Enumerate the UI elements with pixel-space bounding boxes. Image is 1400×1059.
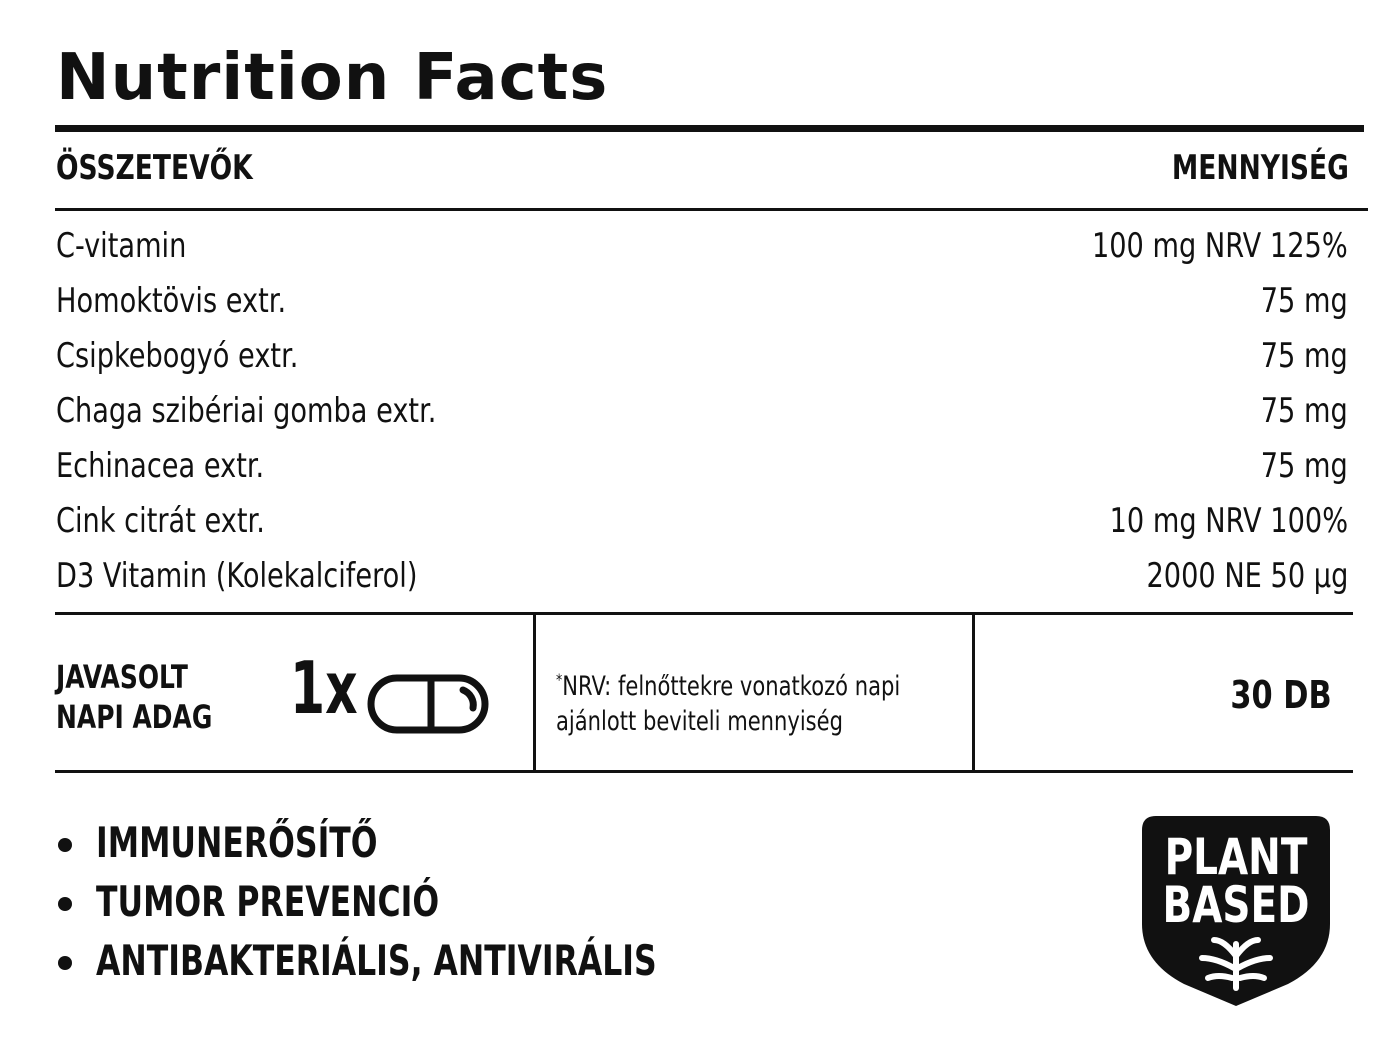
table-row: [56, 391, 1348, 446]
ingredient-amount: 75 mg: [1260, 446, 1348, 486]
badge-line2: BASED: [1162, 876, 1310, 934]
ingredients-header: ÖSSZETEVŐK: [56, 148, 253, 188]
benefit-text: TUMOR PREVENCIÓ: [96, 877, 440, 926]
table-row: [56, 226, 1348, 281]
dose-label-line1: JAVASOLT: [56, 658, 188, 696]
ingredient-amount: 75 mg: [1260, 281, 1348, 321]
benefit-text: ANTIBAKTERIÁLIS, ANTIVIRÁLIS: [96, 936, 657, 985]
footnote-line1: NRV: felnőttekre vonatkozó napi: [562, 671, 901, 702]
dosage-bottom-divider: [55, 770, 1353, 773]
capsule-icon: [367, 674, 489, 734]
bullet-icon: [58, 956, 72, 970]
table-row: [56, 446, 1348, 501]
ingredient-amount: 10 mg NRV 100%: [1109, 501, 1348, 541]
dosage-column-divider: [533, 615, 536, 770]
nutrition-table: [56, 226, 1348, 611]
dose-count: 1x: [290, 646, 358, 730]
ingredient-amount: 2000 NE 50 µg: [1146, 556, 1348, 596]
ingredient-name: D3 Vitamin (Kolekalciferol): [56, 556, 418, 596]
title-divider: [55, 125, 1364, 132]
ingredient-amount: 75 mg: [1260, 391, 1348, 431]
table-row: [56, 556, 1348, 611]
header-divider: [55, 208, 1368, 211]
bullet-icon: [58, 838, 72, 852]
footnote-marker: *: [556, 670, 563, 689]
ingredient-name: C-vitamin: [56, 226, 187, 266]
count-column-divider: [972, 615, 975, 770]
bullet-icon: [58, 897, 72, 911]
dose-label-line2: NAPI ADAG: [56, 698, 213, 736]
package-count: 30 DB: [1230, 673, 1332, 717]
benefit-text: IMMUNERŐSÍTŐ: [96, 818, 378, 867]
recommended-dose-label: [56, 657, 212, 737]
amount-header: MENNYISÉG: [1172, 148, 1349, 188]
ingredient-name: Csipkebogyó extr.: [56, 336, 299, 376]
nrv-footnote: [556, 662, 946, 739]
table-row: [56, 281, 1348, 336]
page-title: Nutrition Facts: [56, 41, 609, 115]
dosage-top-divider: [55, 612, 1353, 615]
ingredient-amount: 100 mg NRV 125%: [1092, 226, 1348, 266]
badge-line1: PLANT: [1164, 828, 1308, 886]
ingredient-name: Echinacea extr.: [56, 446, 265, 486]
ingredient-name: Chaga szibériai gomba extr.: [56, 391, 437, 431]
table-row: [56, 501, 1348, 556]
ingredient-amount: 75 mg: [1260, 336, 1348, 376]
footnote-line2: ajánlott beviteli mennyiség: [556, 706, 843, 737]
ingredient-name: Cink citrát extr.: [56, 501, 265, 541]
table-row: [56, 336, 1348, 391]
ingredient-name: Homoktövis extr.: [56, 281, 287, 321]
